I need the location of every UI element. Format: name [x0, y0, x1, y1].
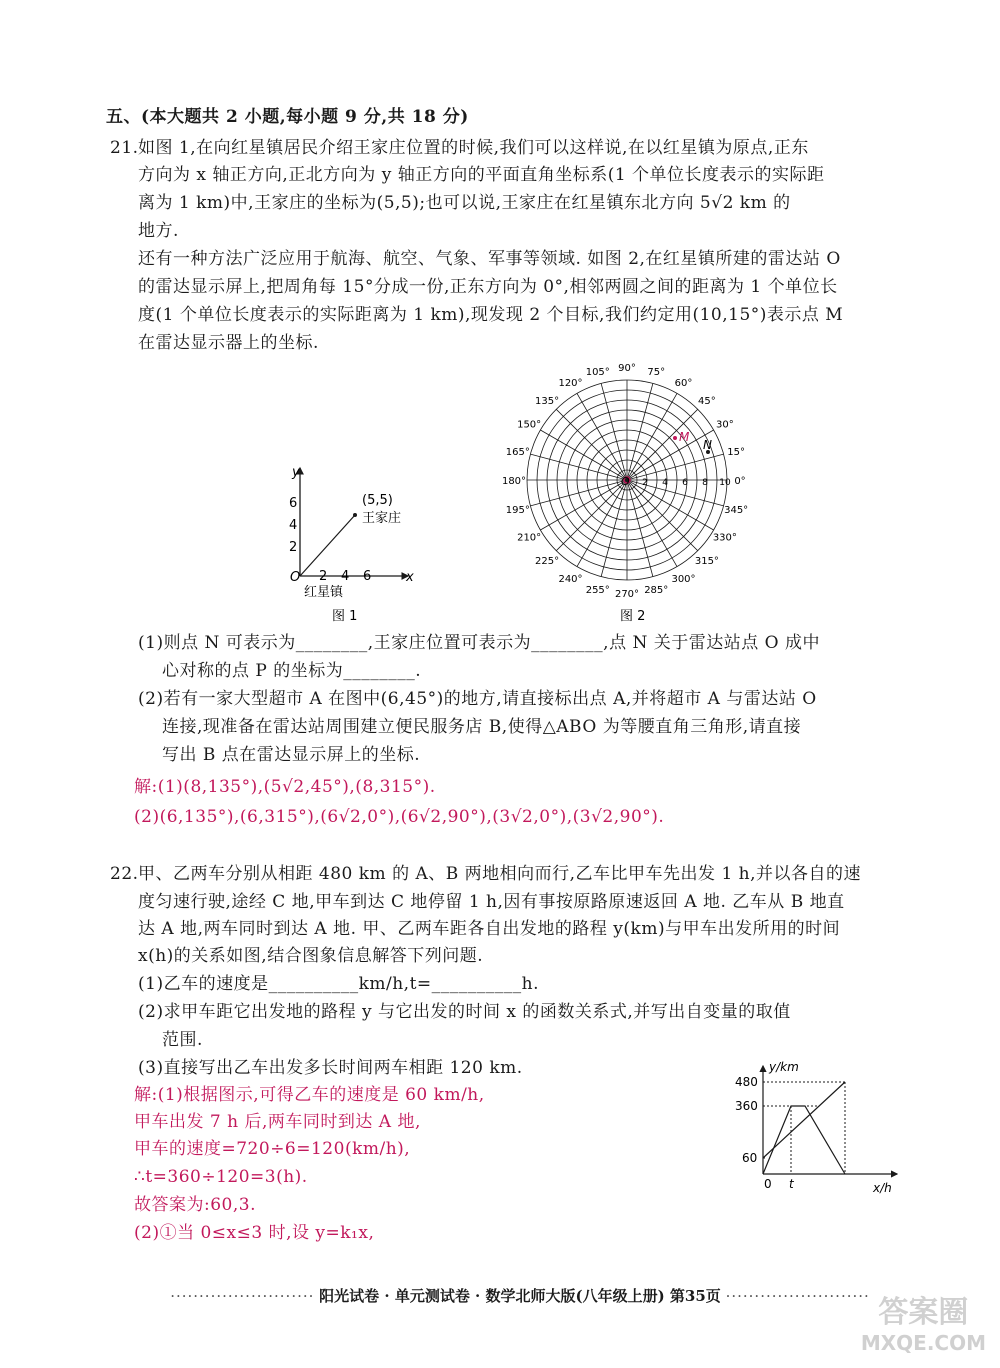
- watermark-logo: [860, 1295, 986, 1358]
- q22-answer-line: ∴t=360÷120=3(h).: [134, 1167, 308, 1187]
- fig1-point-label: (5,5): [362, 493, 393, 508]
- car-a-path: [763, 1106, 845, 1174]
- fig1-caption: 图 1: [332, 609, 358, 624]
- fig1-y-tick: 2: [289, 540, 298, 555]
- q21-sub2-line: 写出 B 点在雷达显示屏上的坐标.: [162, 745, 421, 765]
- q21-p1-line: 离为 1 km)中,王家庄的坐标为(5,5);也可以说,王家庄在红星镇东北方向 5√2 km 的: [138, 193, 791, 213]
- radar-spoke: [601, 480, 627, 577]
- section-title: 五、(本大题共 2 小题,每小题 9 分,共 18 分): [106, 107, 469, 127]
- fig1-x-axis-label: x: [406, 570, 414, 585]
- q21-p1-line: 地方.: [138, 221, 179, 241]
- graph-x-label: x/h: [873, 1181, 892, 1195]
- radar-spoke: [530, 454, 627, 480]
- radar-spoke: [627, 480, 714, 530]
- radar-angle-label: 195°: [505, 505, 530, 517]
- q22-sub3: (3)直接写出乙车出发多长时间两车相距 120 km.: [138, 1058, 523, 1078]
- radar-angle-label: 15°: [727, 446, 746, 458]
- radar-spoke: [577, 480, 627, 567]
- fig2-origin: O: [621, 475, 630, 488]
- q21-sub2-line: (2)若有一家大型超市 A 在图中(6,45°)的地方,请直接标出点 A,并将超市 A 与雷达站 O: [138, 689, 817, 709]
- radar-angle-label: 345°: [724, 505, 749, 517]
- q22-p1-line: x(h)的关系如图,结合图象信息解答下列问题.: [138, 946, 484, 966]
- q22-answer-line: 甲车的速度=720÷6=120(km/h),: [134, 1139, 411, 1159]
- radar-point-marker: [673, 436, 677, 440]
- radar-angle-label: 315°: [694, 555, 719, 567]
- fig1-origin: O: [290, 570, 301, 585]
- q21-p2-line: 还有一种方法广泛应用于航海、航空、气象、军事等领域. 如图 2,在红星镇所建的雷达站 O: [138, 249, 841, 269]
- q22-graph: [725, 1060, 915, 1200]
- radar-spoke: [627, 383, 653, 480]
- graph-x-tick: 0: [764, 1177, 772, 1191]
- radar-angle-label: 105°: [585, 366, 610, 378]
- q21-p1-line: 如图 1,在向红星镇居民介绍王家庄位置的时候,我们可以这样说,在以红星镇为原点,正东: [138, 138, 809, 158]
- q22-sub2-line: 范围.: [162, 1030, 203, 1050]
- q21-p2-line: 的雷达显示屏上,把周角每 15°分成一份,正东方向为 0°,相邻两圆之间的距离为 1 个单位长: [138, 277, 838, 297]
- page-footer: ························· 阳光试卷 · 单元测试卷 · 数学北师大版(八年级上册) 第35页 ·························: [170, 1287, 870, 1305]
- q22-p1-line: 达 A 地,两车同时到达 A 地. 甲、乙两车距各自出发地的路程 y(km)与甲车出发所用的时间: [138, 919, 841, 939]
- q22-answer-line: 故答案为:60,3.: [134, 1195, 256, 1215]
- fig2-point-N: N: [703, 438, 712, 452]
- radar-angle-label: 135°: [535, 396, 560, 408]
- fig2-caption: 图 2: [620, 609, 646, 624]
- fig1-x-tick: 4: [341, 569, 350, 584]
- radar-spoke: [627, 393, 677, 480]
- graph-y-tick: 480: [735, 1075, 758, 1089]
- fig1-origin-name: 红星镇: [304, 585, 344, 600]
- fig1-x-tick: 6: [363, 569, 372, 584]
- radar-angle-label: 300°: [671, 573, 696, 585]
- radar-radius-tick: 2: [642, 478, 648, 488]
- q22-answer-line: 甲车出发 7 h 后,两车同时到达 A 地,: [134, 1112, 421, 1132]
- radar-radius-tick: 4: [662, 478, 668, 488]
- radar-angle-label: 255°: [585, 585, 610, 597]
- graph-x-tick: t: [789, 1177, 794, 1191]
- radar-spoke: [601, 383, 627, 480]
- q22-answer-line: 解:(1)根据图示,可得乙车的速度是 60 km/h,: [134, 1085, 485, 1105]
- radar-spoke: [530, 480, 627, 506]
- radar-radius-tick: 6: [682, 478, 688, 488]
- fig1-y-tick: 4: [289, 518, 298, 533]
- figure-1: [270, 460, 430, 630]
- graph-y-tick: 360: [735, 1099, 758, 1113]
- radar-angle-label: 30°: [715, 419, 734, 431]
- figure-2-radar: [500, 355, 760, 635]
- radar-angle-label: 120°: [558, 378, 583, 390]
- radar-spoke: [540, 480, 627, 530]
- q22-answer-line: (2)①当 0≤x≤3 时,设 y=k₁x,: [134, 1223, 375, 1243]
- q22-p1-line: 度匀速行驶,途经 C 地,甲车到达 C 地停留 1 h,因有事按原路原速返回 A 地. 乙车从 B 地直: [138, 892, 845, 912]
- radar-angle-label: 285°: [644, 585, 669, 597]
- fig2-point-M: M: [679, 430, 690, 444]
- q21-p1-line: 方向为 x 轴正方向,正北方向为 y 轴正方向的平面直角坐标系(1 个单位长度表示的实际距: [138, 165, 825, 185]
- q21-p2-line: 度(1 个单位长度表示的实际距离为 1 km),现发现 2 个目标,我们约定用(10,15°)表示点 M: [138, 305, 844, 325]
- q22-number: 22.: [110, 864, 139, 884]
- radar-spoke: [540, 430, 627, 480]
- q22-p1-line: 甲、乙两车分别从相距 480 km 的 A、B 两地相向而行,乙车比甲车先出发 1 h,并以各自的速: [138, 864, 862, 884]
- q21-sub1-line: (1)则点 N 可表示为________,王家庄位置可表示为________,点 N 关于雷达站点 O 成中: [138, 633, 820, 653]
- fig1-point-name: 王家庄: [362, 511, 402, 526]
- q21-answer-2: (2)(6,135°),(6,315°),(6√2,0°),(6√2,90°),(3√2,0°),(3√2,90°).: [134, 807, 665, 827]
- graph-y-label: y/km: [769, 1060, 799, 1074]
- radar-angle-label: 330°: [712, 532, 737, 544]
- watermark-url: MXQE.COM: [860, 1331, 986, 1355]
- radar-angle-label: 0°: [734, 476, 746, 487]
- q21-answer-1: 解:(1)(8,135°),(5√2,45°),(8,315°).: [134, 777, 436, 797]
- radar-angle-label: 270°: [614, 589, 640, 600]
- car-b-path: [763, 1082, 845, 1158]
- radar-angle-label: 150°: [517, 419, 542, 431]
- radar-spoke: [627, 480, 677, 567]
- q22-sub2-line: (2)求甲车距它出发地的路程 y 与它出发的时间 x 的函数关系式,并写出自变量的取值: [138, 1002, 791, 1022]
- radar-spoke: [627, 430, 714, 480]
- radar-angle-label: 60°: [674, 378, 693, 390]
- radar-spoke: [627, 454, 724, 480]
- fig1-y-tick: 6: [289, 496, 298, 511]
- radar-spoke: [627, 480, 653, 577]
- footer-text: 阳光试卷 · 单元测试卷 · 数学北师大版(八年级上册) 第35页: [319, 1287, 721, 1305]
- fig1-x-tick: 2: [319, 569, 328, 584]
- radar-angle-label: 90°: [618, 363, 636, 374]
- q21-sub2-line: 连接,现准备在雷达站周围建立便民服务店 B,使得△ABO 为等腰直角三角形,请直接: [162, 717, 802, 737]
- radar-angle-label: 180°: [501, 476, 527, 487]
- radar-radius-tick: 10: [719, 478, 731, 488]
- q21-p2-line: 在雷达显示器上的坐标.: [138, 333, 319, 353]
- radar-angle-label: 165°: [505, 446, 530, 458]
- watermark-main: 答案圈: [878, 1295, 969, 1330]
- q22-sub1: (1)乙车的速度是__________km/h,t=__________h.: [138, 974, 540, 994]
- graph-y-tick: 60: [742, 1151, 758, 1165]
- radar-angle-label: 75°: [647, 366, 666, 378]
- fig1-y-axis-label: y: [292, 465, 300, 480]
- radar-radius-tick: 8: [702, 478, 708, 488]
- radar-angle-label: 240°: [558, 573, 583, 585]
- radar-angle-label: 45°: [698, 396, 716, 408]
- q21-sub1-line: 心对称的点 P 的坐标为________.: [162, 661, 422, 681]
- q21-number: 21.: [110, 138, 139, 158]
- radar-angle-label: 210°: [517, 532, 542, 544]
- radar-spoke: [577, 393, 627, 480]
- radar-angle-label: 225°: [535, 555, 560, 567]
